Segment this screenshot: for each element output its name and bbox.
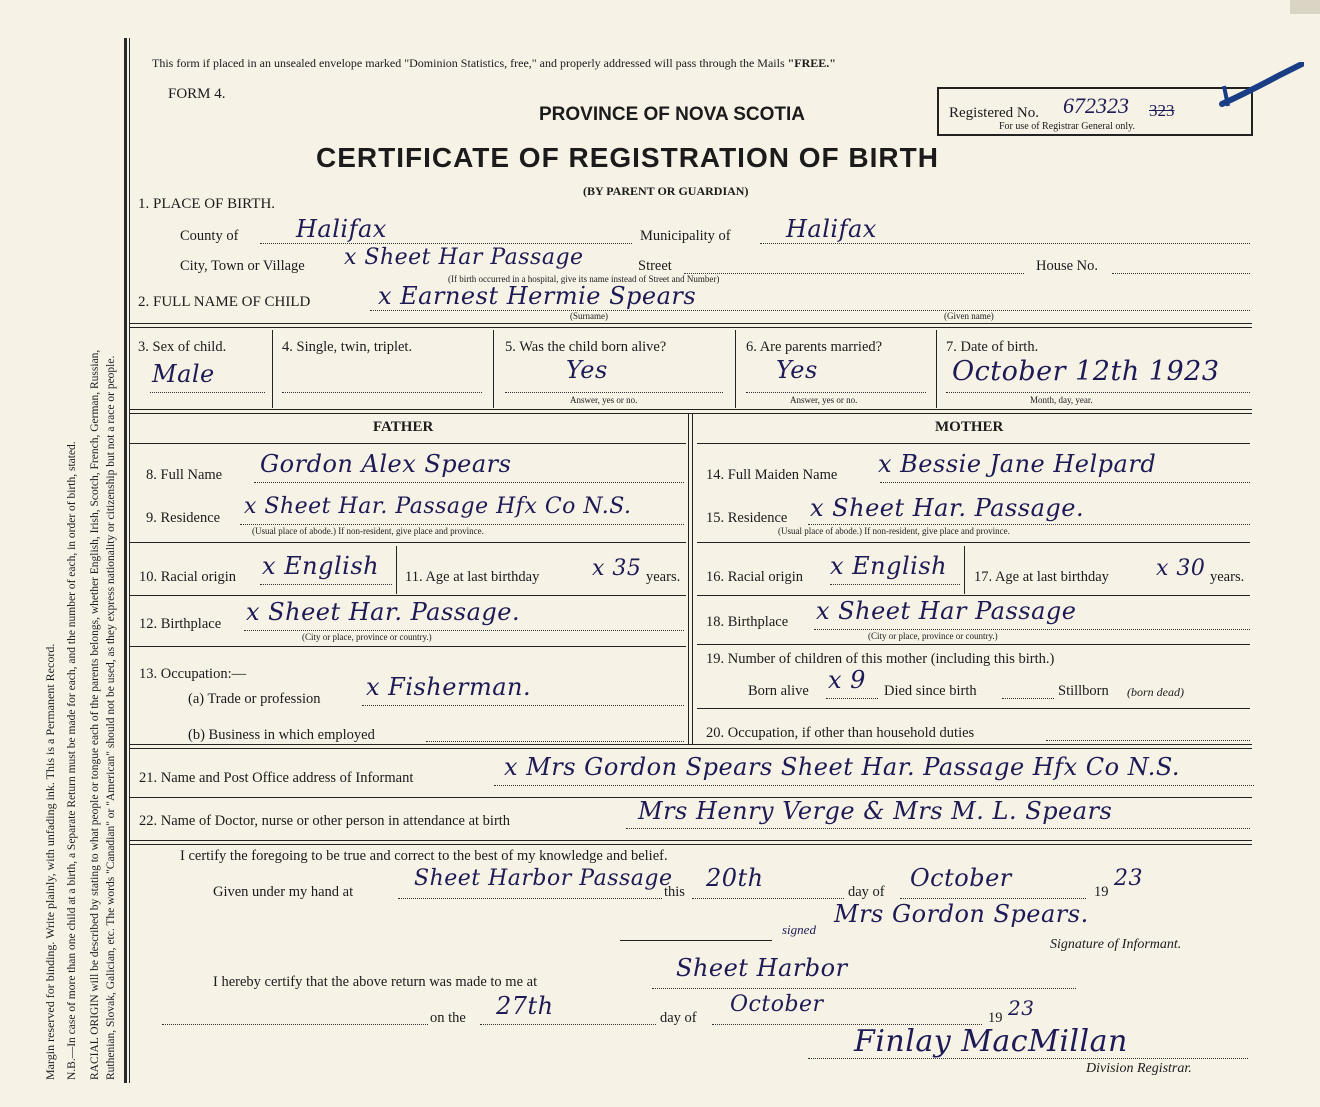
section-rule-3 <box>130 744 1252 749</box>
col-divider-3 <box>735 330 736 408</box>
parents-divider-right <box>692 414 693 744</box>
year-value: 23 <box>1114 866 1143 891</box>
paper-stain <box>1290 0 1320 14</box>
alive-note: Answer, yes or no. <box>570 395 638 405</box>
mother-age-value: x 30 <box>1156 556 1206 581</box>
father-trade-line <box>362 705 684 706</box>
informant-signature-caption: Signature of Informant. <box>1050 937 1182 952</box>
parents-divider-left <box>688 414 689 744</box>
col-divider-4 <box>936 330 937 408</box>
surname-note: (Surname) <box>570 311 608 321</box>
city-value: x Sheet Har Passage <box>344 245 584 270</box>
sex-line <box>150 392 265 393</box>
doctor-label: 22. Name of Doctor, nurse or other person in attendance at birth <box>139 813 511 829</box>
margin-rule <box>124 38 127 1083</box>
father-name-label: 8. Full Name <box>146 467 223 483</box>
day-line <box>692 898 844 899</box>
father-rule-1 <box>130 542 686 543</box>
stillborn-label: Stillborn <box>1058 683 1109 699</box>
father-trade-value: x Fisherman. <box>366 673 532 701</box>
hospital-note: (If birth occurred in a hospital, give its name instead of Street and Number) <box>448 274 720 284</box>
father-birthplace-note: (City or place, province or country.) <box>302 632 432 642</box>
mother-rule-2 <box>697 595 1250 596</box>
given-name-note: (Given name) <box>944 311 994 321</box>
mother-children-label: 19. Number of children of this mother (including this birth.) <box>706 651 1055 667</box>
mother-birthplace-note: (City or place, province or country.) <box>868 631 998 641</box>
house-line <box>1112 273 1250 274</box>
father-years: years. <box>646 569 681 585</box>
day-of-label: day of <box>848 884 885 900</box>
alive-label: 5. Was the child born alive? <box>505 339 667 355</box>
municipality-value: Halifax <box>786 215 877 243</box>
municipality-label: Municipality of <box>640 228 731 244</box>
plural-label: 4. Single, twin, triplet. <box>282 339 413 355</box>
mail-notice-free: "FREE." <box>787 56 836 70</box>
mother-birthplace-line <box>814 629 1250 630</box>
father-res-value: x Sheet Har. Passage Hfx Co N.S. <box>244 494 632 519</box>
county-line <box>260 243 632 244</box>
registered-label: Registered No. <box>949 105 1039 121</box>
page-title: CERTIFICATE OF REGISTRATION OF BIRTH <box>316 142 939 173</box>
married-value: Yes <box>776 356 818 384</box>
registrar-day-value: 27th <box>496 992 554 1020</box>
mother-birthplace-label: 18. Birthplace <box>706 614 789 630</box>
father-res-line <box>240 524 684 525</box>
registered-struck: 323 <box>1149 101 1175 120</box>
father-age-value: x 35 <box>592 556 642 581</box>
mail-notice-text: This form if placed in an unsealed envelope marked "Dominion Statistics, free," and properly addressed will pass through the Mails <box>152 56 788 70</box>
sex-value: Male <box>152 360 215 388</box>
died-line <box>1002 698 1054 699</box>
margin-rule-thin <box>129 38 130 1083</box>
mother-res-note: (Usual place of abode.) If non-resident, give place and province. <box>778 526 1010 536</box>
month-value: October <box>910 864 1012 892</box>
informant-signature: Mrs Gordon Spears. <box>834 900 1089 928</box>
mother-occupation-label: 20. Occupation, if other than household duties <box>706 725 975 741</box>
county-label: County of <box>180 228 239 244</box>
province-heading: PROVINCE OF NOVA SCOTIA <box>539 104 806 125</box>
mail-notice <box>152 56 836 71</box>
child-name-value: x Earnest Hermie Spears <box>378 282 697 310</box>
father-res-note: (Usual place of abode.) If non-resident, give place and province. <box>252 526 484 536</box>
mother-racial-value: x English <box>830 552 948 580</box>
father-racial-divider <box>396 546 397 594</box>
registrar-place-value: Sheet Harbor <box>676 954 848 982</box>
mother-racial-line <box>830 584 960 585</box>
dob-label: 7. Date of birth. <box>946 339 1039 355</box>
doctor-value: Mrs Henry Verge & Mrs M. L. Spears <box>638 797 1113 825</box>
sign-rule <box>620 940 772 941</box>
house-label: House No. <box>1036 258 1099 274</box>
registrar-year-value: 23 <box>1008 996 1035 1020</box>
mother-rule-1 <box>697 542 1250 543</box>
father-birthplace-label: 12. Birthplace <box>139 616 222 632</box>
page-subtitle: (BY PARENT OR GUARDIAN) <box>583 184 749 198</box>
father-heading: FATHER <box>373 419 434 435</box>
mother-racial-divider <box>964 546 965 594</box>
registrar-text: I hereby certify that the above return was made to me at <box>213 974 538 990</box>
sex-label: 3. Sex of child. <box>138 339 227 355</box>
mother-occupation-line <box>1046 740 1250 741</box>
born-alive-line <box>826 698 878 699</box>
section-rule-4 <box>130 840 1252 845</box>
dob-note: Month, day, year. <box>1030 395 1093 405</box>
died-label: Died since birth <box>884 683 977 699</box>
father-name-value: Gordon Alex Spears <box>260 450 512 478</box>
father-racial-value: x English <box>262 552 380 580</box>
mother-res-label: 15. Residence <box>706 510 788 526</box>
informant-value: x Mrs Gordon Spears Sheet Har. Passage Hfx Co N.S. <box>504 753 1181 781</box>
born-alive-label: Born alive <box>748 683 809 699</box>
father-name-line <box>254 482 684 483</box>
county-value: Halifax <box>296 215 387 243</box>
registrar-day-of-label: day of <box>660 1010 697 1026</box>
col-divider-1 <box>272 330 273 408</box>
alive-value: Yes <box>566 356 608 384</box>
married-label: 6. Are parents married? <box>746 339 883 355</box>
dob-value: October 12th 1923 <box>952 356 1220 387</box>
registrar-place-line <box>652 988 1076 989</box>
sign-prefix: signed <box>782 922 816 937</box>
registrar-signature: Finlay MacMillan <box>854 1024 1128 1059</box>
mother-rule-4 <box>697 708 1250 709</box>
year-prefix: 19 <box>1094 884 1109 900</box>
registrar-month-value: October <box>730 992 824 1017</box>
section-rule-2 <box>130 409 1252 414</box>
city-label: City, Town or Village <box>180 258 305 274</box>
street-line <box>684 273 1024 274</box>
registrar-caption: Division Registrar. <box>1086 1061 1192 1076</box>
place-of-birth-heading: 1. PLACE OF BIRTH. <box>138 196 276 212</box>
father-age-label: 11. Age at last birthday <box>405 569 540 585</box>
mother-name-line <box>880 482 1250 483</box>
margin-note: Margin reserved for binding. Write plainly, with unfading ink. This is a Permanent Record. <box>43 643 57 1080</box>
registered-number: 672323 <box>1063 93 1129 118</box>
section-rule-1 <box>130 323 1252 328</box>
child-name-line <box>370 310 1250 311</box>
mother-name-value: x Bessie Jane Helpard <box>878 450 1157 478</box>
racial-note-2: Ruthenian, Slovak, Galician, etc. The words "Canadian" or "American" should not be used, as they express nationality or citizenship but not a race or people. <box>105 355 117 1080</box>
mother-age-label: 17. Age at last birthday <box>974 569 1109 585</box>
married-note: Answer, yes or no. <box>790 395 858 405</box>
registrar-year-prefix: 19 <box>988 1010 1003 1026</box>
given-place-line <box>398 898 662 899</box>
given-label: Given under my hand at <box>213 884 354 900</box>
child-name-label: 2. FULL NAME OF CHILD <box>138 294 311 310</box>
father-birthplace-value: x Sheet Har. Passage. <box>246 598 521 626</box>
nb-note: N.B.—In case of more than one child at a birth, a Separate Return must be made for each, and the number of each, in order of birth, stated. <box>66 441 78 1080</box>
mother-birthplace-value: x Sheet Har Passage <box>816 597 1077 625</box>
given-place-value: Sheet Harbor Passage <box>414 866 673 891</box>
doctor-line <box>626 828 1250 829</box>
pen-mark <box>1218 62 1304 108</box>
registrar-left-line <box>162 1024 428 1025</box>
certify-text: I certify the foregoing to be true and correct to the best of my knowledge and belief. <box>180 848 668 864</box>
municipality-line <box>760 243 1250 244</box>
father-occupation-label: 13. Occupation:— <box>139 666 247 682</box>
registration-box <box>937 87 1253 136</box>
street-label: Street <box>638 258 672 274</box>
mother-res-value: x Sheet Har. Passage. <box>810 494 1085 522</box>
this-label: this <box>664 884 685 900</box>
mother-heading: MOTHER <box>935 419 1004 435</box>
married-line <box>746 392 926 393</box>
alive-line <box>505 392 723 393</box>
mother-heading-rule <box>697 443 1250 444</box>
informant-line <box>494 785 1254 786</box>
racial-note-1: RACIAL ORIGIN will be described by stating to what people or tongue each of the parents belongs, whether English, Irish, Scotch, French, German, Russian, <box>89 349 101 1080</box>
mother-rule-3 <box>697 644 1250 645</box>
father-business-label: (b) Business in which employed <box>188 727 375 743</box>
father-trade-label: (a) Trade or profession <box>188 691 321 707</box>
form-number: FORM 4. <box>168 86 226 102</box>
col-divider-2 <box>493 330 494 408</box>
father-rule-2 <box>130 595 686 596</box>
registrar-on-label: on the <box>430 1010 466 1026</box>
month-line <box>900 898 1086 899</box>
born-alive-value: x 9 <box>828 666 866 694</box>
mother-years: years. <box>1210 569 1245 585</box>
father-rule-3 <box>130 646 686 647</box>
mother-name-label: 14. Full Maiden Name <box>706 467 838 483</box>
registrar-day-line <box>480 1024 656 1025</box>
stillborn-note: (born dead) <box>1127 685 1184 699</box>
father-birthplace-line <box>244 630 684 631</box>
plural-line <box>282 392 482 393</box>
father-racial-label: 10. Racial origin <box>139 569 237 585</box>
mother-res-line <box>808 524 1250 525</box>
day-value: 20th <box>706 864 764 892</box>
father-racial-line <box>260 584 392 585</box>
dob-line <box>946 392 1250 393</box>
registrar-note: For use of Registrar General only. <box>999 121 1135 132</box>
mother-racial-label: 16. Racial origin <box>706 569 804 585</box>
father-res-label: 9. Residence <box>146 510 221 526</box>
father-heading-rule <box>130 443 686 444</box>
father-business-line <box>426 741 684 742</box>
informant-label: 21. Name and Post Office address of Informant <box>139 770 414 786</box>
